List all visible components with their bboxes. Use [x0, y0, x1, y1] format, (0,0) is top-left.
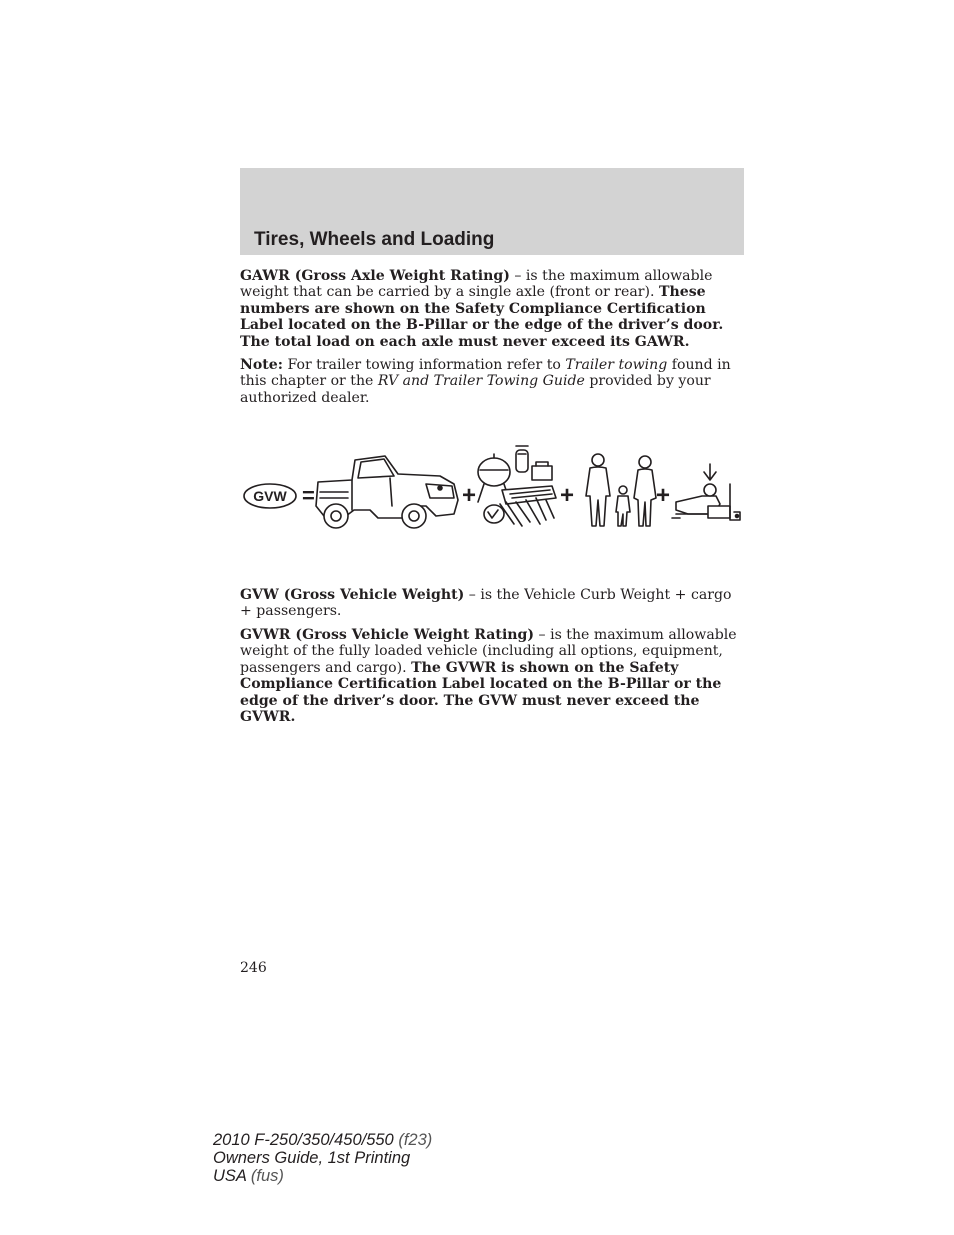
gvw-term: GVW (Gross Vehicle Weight)	[240, 587, 465, 603]
section-header	[240, 168, 744, 255]
plus-sign-1: +	[462, 482, 477, 509]
footer-line-1	[213, 1131, 432, 1149]
gvw-badge	[244, 484, 296, 508]
trailer-towing-reference: Trailer towing	[565, 357, 668, 373]
footer-model-code: (f23)	[393, 1131, 433, 1149]
note-text-1: For trailer towing information refer to	[282, 357, 566, 373]
note-paragraph	[240, 357, 744, 406]
document-footer	[213, 1131, 432, 1185]
gawr-definition: – is the maximum allowable weight that can be carried by a single axle (front or rear).	[240, 268, 713, 301]
note-text-3: provided by your authorized dealer.	[240, 373, 711, 406]
note-label: Note:	[240, 357, 283, 373]
towing-guide-reference: RV and Trailer Towing Guide	[377, 373, 585, 390]
gvwr-definition: – is the maximum allowable weight of the fully loaded vehicle (including all options, equipment, passengers and cargo).	[240, 627, 737, 676]
gvw-badge-label: GVW	[253, 488, 287, 504]
gawr-warning: These numbers are shown on the Safety Compliance Certification Label located on the B-Pillar or the edge of the driver’s door. The total load on each axle must never exceed its GAWR.	[240, 284, 724, 350]
gvw-illustration	[240, 440, 744, 535]
equals-sign: =	[302, 483, 315, 508]
gvw-paragraph	[240, 587, 744, 620]
gvwr-warning: The GVWR is shown on the Safety Compliance Certification Label located on the B-Pillar or the edge of the driver’s door. The GVW must never exceed the GVWR.	[240, 659, 722, 726]
footer-model: 2010 F-250/350/450/550	[213, 1131, 394, 1149]
note-text-2: found in this chapter or the	[240, 357, 731, 390]
gawr-paragraph	[240, 268, 744, 350]
footer-market: USA	[213, 1167, 247, 1185]
section-title: Tires, Wheels and Loading	[254, 229, 495, 250]
footer-market-code: (fus)	[246, 1167, 284, 1185]
footer-line-3	[213, 1167, 432, 1185]
gvwr-paragraph	[240, 627, 744, 725]
gvw-definition: – is the Vehicle Curb Weight + cargo + passengers.	[240, 587, 732, 620]
gvwr-term: GVWR (Gross Vehicle Weight Rating)	[240, 627, 535, 643]
plus-sign-3: +	[656, 482, 671, 509]
footer-line-2: Owners Guide, 1st Printing	[213, 1149, 411, 1167]
cargo-icon	[478, 446, 556, 526]
trailer-hitch-icon	[672, 464, 740, 520]
pickup-truck-icon	[316, 456, 458, 528]
gawr-term: GAWR (Gross Axle Weight Rating)	[240, 268, 510, 284]
page-number: 246	[240, 960, 267, 976]
passengers-icon	[586, 454, 656, 526]
plus-sign-2: +	[560, 482, 575, 509]
